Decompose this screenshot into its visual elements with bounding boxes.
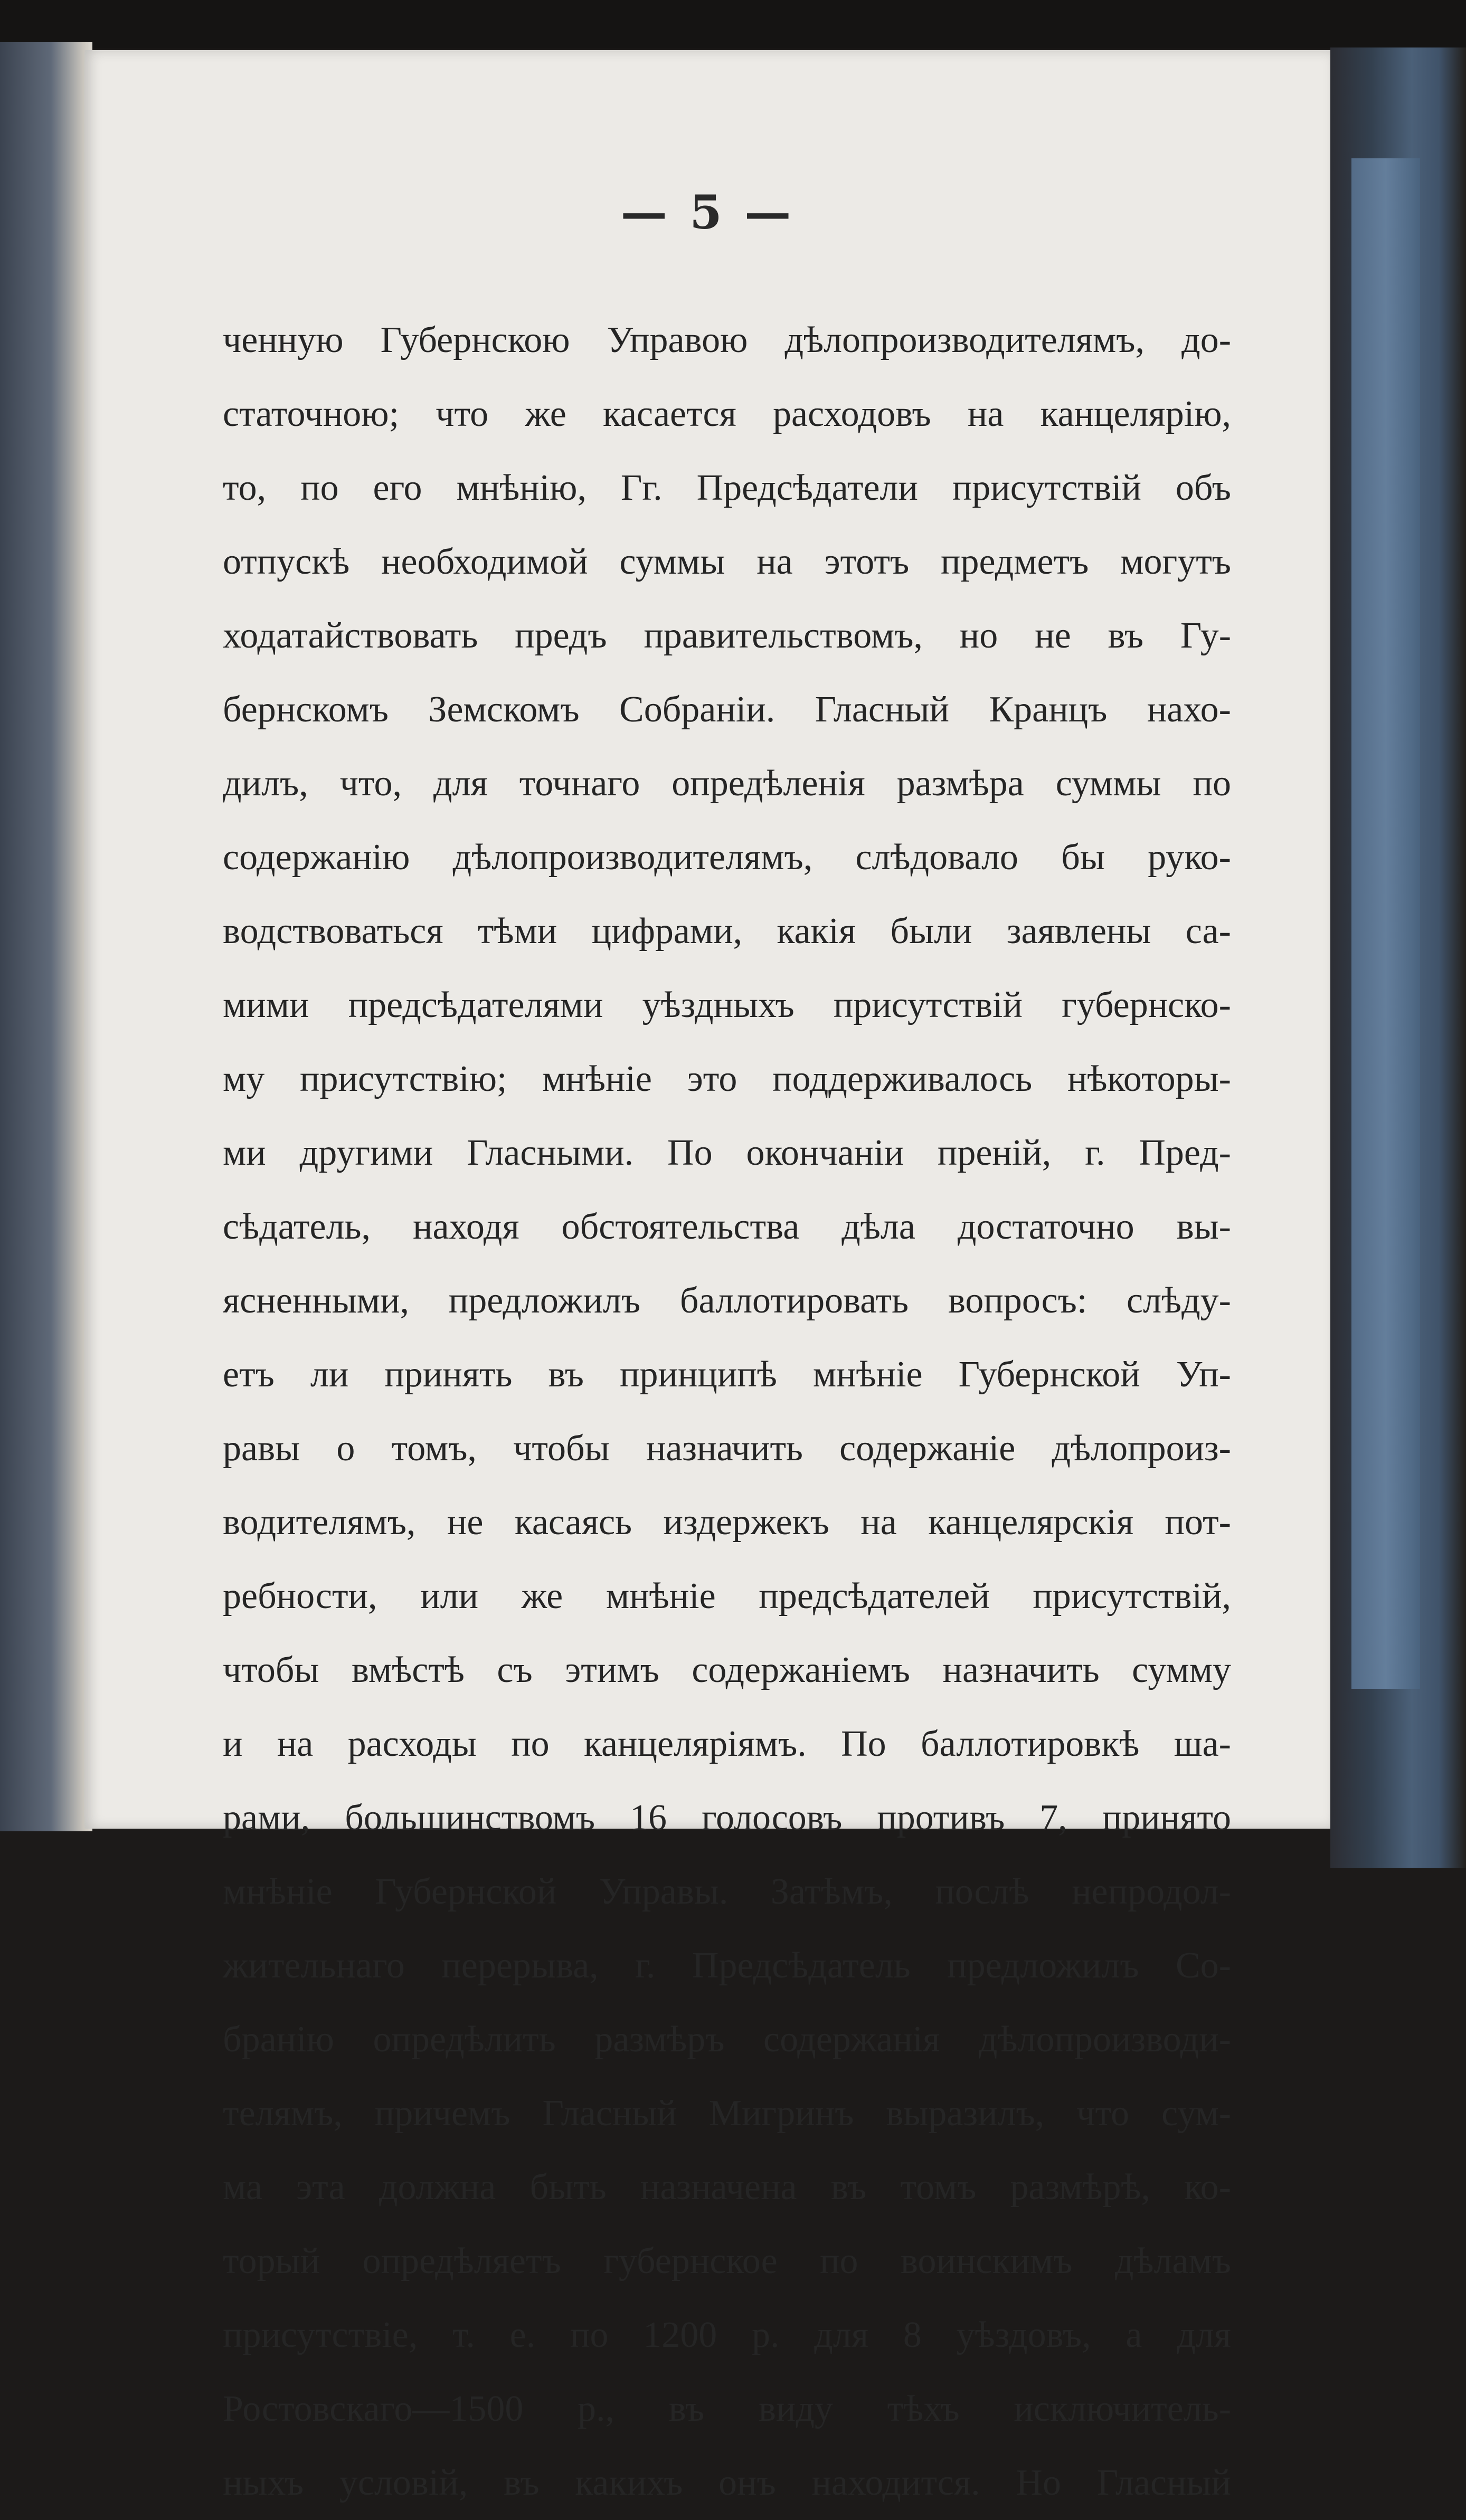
- text-line: бранію опредѣлить размѣръ содержанія дѣлопроизводи-: [223, 2019, 1231, 2060]
- text-line: статочною; что же касается расходовъ на канцелярію,: [223, 394, 1231, 434]
- text-line: присутствіе, т. е. по 1200 р. для 8 уѣздовъ, а для: [223, 2315, 1231, 2355]
- text-line: и на расходы по канцеляріямъ. По баллотировкѣ ша-: [223, 1724, 1231, 1764]
- text-line: бернскомъ Земскомъ Собраніи. Гласный Кранцъ нахо-: [223, 689, 1231, 730]
- text-line: жительнаго перерыва, г. Предсѣдатель предложилъ Со-: [223, 1945, 1231, 1986]
- text-line: дилъ, что, для точнаго опредѣленія размѣра суммы по: [223, 763, 1231, 804]
- text-line: ходатайствовать предъ правительствомъ, но не въ Гу-: [223, 615, 1231, 656]
- text-line: сѣдатель, находя обстоятельства дѣла достаточно вы-: [223, 1206, 1231, 1247]
- text-line: отпускѣ необходимой суммы на этотъ предметъ могутъ: [223, 541, 1231, 582]
- text-line: телямъ, причемъ Гласный Мигринъ выразилъ, что сум-: [223, 2093, 1231, 2134]
- blue-cover-board: [1351, 158, 1420, 1689]
- text-line: равы о томъ, чтобы назначить содержаніе дѣлопроиз-: [223, 1428, 1231, 1469]
- body-text: [223, 303, 1231, 2520]
- text-line: чтобы вмѣстѣ съ этимъ содержаніемъ назначить сумму: [223, 1650, 1231, 1690]
- text-line: мнѣніе Губернской Управы. Затѣмъ, послѣ непродол-: [223, 1871, 1231, 1912]
- text-line: мими предсѣдателями уѣздныхъ присутствій губернско-: [223, 985, 1231, 1025]
- text-line: ма эта должна быть назначена въ томъ размѣрѣ, ко-: [223, 2167, 1231, 2208]
- scan-background-top: [0, 0, 1466, 49]
- text-line: Ростовскаго—1500 р., въ виду тѣхъ исключитель-: [223, 2389, 1231, 2429]
- text-line: содержанію дѣлопроизводителямъ, слѣдовало бы руко-: [223, 837, 1231, 878]
- text-line: водствоваться тѣми цифрами, какія были заявлены са-: [223, 911, 1231, 952]
- text-line: ченную Губернскою Управою дѣлопроизводителямъ, до-: [223, 320, 1231, 360]
- text-line: торый опредѣляетъ губернское по воинскимъ дѣламъ: [223, 2241, 1231, 2281]
- page-number: — 5 —: [620, 185, 795, 240]
- text-line: то, по его мнѣнію, Гг. Предсѣдатели присутствій объ: [223, 468, 1231, 508]
- text-line: ми другими Гласными. По окончаніи преній, г. Пред-: [223, 1133, 1231, 1173]
- text-line: ясненными, предложилъ баллотировать вопросъ: слѣду-: [223, 1280, 1231, 1321]
- text-line: ребности, или же мнѣніе предсѣдателей присутствій,: [223, 1576, 1231, 1616]
- text-line: ныхъ условій, въ какихъ онъ находится. Но Гласный: [223, 2462, 1231, 2503]
- facing-page-edge: [0, 42, 92, 1831]
- text-line: етъ ли принять въ принципѣ мнѣніе Губернской Уп-: [223, 1354, 1231, 1395]
- book-page: [84, 50, 1330, 2503]
- text-line: водителямъ, не касаясь издержекъ на канцелярскія пот-: [223, 1502, 1231, 1543]
- text-line: рами, большинствомъ 16 голосовъ противъ 7, принято: [223, 1798, 1231, 1838]
- text-line: му присутствію; мнѣніе это поддерживалось нѣкоторы-: [223, 1059, 1231, 1099]
